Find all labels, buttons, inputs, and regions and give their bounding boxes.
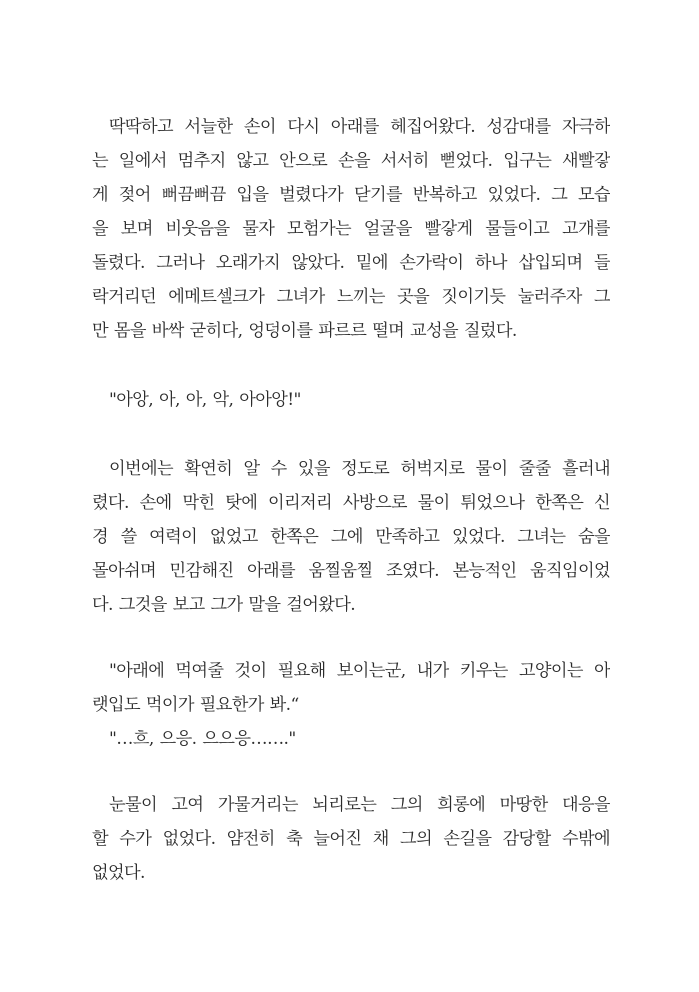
text-line: 을 보며 비웃음을 물자 모험가는 얼굴을 빨갛게 물들이고 고개를 <box>92 219 610 239</box>
text-line: 는 일에서 멈추지 않고 안으로 손을 서서히 뻗었다. 입구는 새빨갛 <box>92 151 610 171</box>
dialogue-line: "아래에 먹여줄 것이 필요해 보이는군, 내가 키우는 고양이는 아 <box>109 661 610 681</box>
text-line: 없었다. <box>92 863 145 883</box>
text-line: 락거리던 에메트셀크가 그녀가 느끼는 곳을 짓이기듯 눌러주자 그 <box>92 287 610 307</box>
text-line: 경 쓸 여력이 없었고 한쪽은 그에 만족하고 있었다. 그녀는 숨을 <box>92 527 610 547</box>
text-line: 돌렸다. 그러나 오래가지 않았다. 밑에 손가락이 하나 삽입되며 들 <box>92 253 610 273</box>
dialogue-line: "…흐, 으응. 으으응……." <box>109 729 296 749</box>
dialogue-1 <box>92 383 610 417</box>
paragraph-3 <box>92 788 610 890</box>
document-page <box>92 110 610 890</box>
paragraph-gap <box>92 417 610 452</box>
text-line: 할 수가 없었다. 얌전히 축 늘어진 채 그의 손길을 감당할 수밖에 <box>92 829 610 849</box>
text-line: 다. 그것을 보고 그가 말을 걸어왔다. <box>92 595 356 615</box>
text-line: 이번에는 확연히 알 수 있을 정도로 허벅지로 물이 줄줄 흘러내 <box>109 459 610 479</box>
paragraph-gap <box>92 348 610 383</box>
paragraph-gap <box>92 622 610 654</box>
dialogue-line: 랫입도 먹이가 필요한가 봐.“ <box>92 695 299 715</box>
text-line: 렸다. 손에 막힌 탓에 이리저리 사방으로 물이 튀었으나 한쪽은 신 <box>92 493 610 513</box>
text-line: 게 젖어 뻐끔뻐끔 입을 벌렸다가 닫기를 반복하고 있었다. 그 모습 <box>92 185 610 205</box>
text-line: 딱딱하고 서늘한 손이 다시 아래를 헤집어왔다. 성감대를 자극하 <box>109 117 610 137</box>
text-line: 눈물이 고여 가물거리는 뇌리로는 그의 희롱에 마땅한 대응을 <box>109 795 610 815</box>
paragraph-gap <box>92 756 610 788</box>
paragraph-2 <box>92 452 610 622</box>
dialogue-2 <box>92 654 610 722</box>
paragraph-1 <box>92 110 610 348</box>
dialogue-line: "아앙, 아, 아, 악, 아아앙!" <box>109 390 301 410</box>
text-line: 몰아쉬며 민감해진 아래를 움찔움찔 조였다. 본능적인 움직임이었 <box>92 561 610 581</box>
dialogue-3 <box>92 722 610 756</box>
text-line: 만 몸을 바싹 굳히다, 엉덩이를 파르르 떨며 교성을 질렀다. <box>92 321 517 341</box>
